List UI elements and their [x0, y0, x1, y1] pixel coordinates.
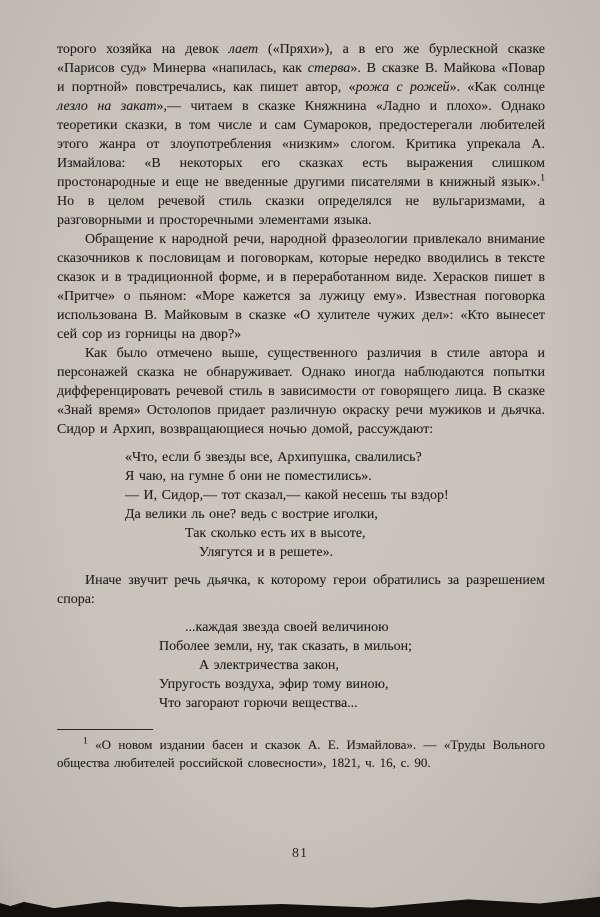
text-segment: Но в целом речевой стиль сказки определялся не вульгаризмами, а разговорными и просторечными элементами языка.: [57, 194, 545, 228]
italic-text-segment: рожа с рожей: [355, 80, 450, 95]
page-text: [57, 40, 545, 772]
footnote-text: [57, 736, 545, 772]
italic-text-segment: лает: [228, 42, 259, 57]
page-number: 81: [292, 846, 308, 861]
text-segment: »,— читаем в сказке Княжнина «Ладно и плохо». Однако теоретики сказки, в том числе и сам Сумароков, предостерегали любителей этого жанра от злоупотребления «низким» слогом. Критика упрекала А. Измайлова: «В некоторых его сказках есть выражения слишком простонародные и еще не введенные другими писателями в книжный язык».: [57, 99, 546, 190]
paragraph: [57, 344, 545, 439]
verse-line: Что загорают горючи вещества...: [159, 696, 358, 711]
verse-block: [57, 618, 545, 713]
text-segment: («Пряхи»), а в его же бурлескной сказке «Парисов суд» Минерва «напилась, как: [57, 42, 545, 76]
verse-line: Поболее земли, ну, так сказать, в мильон;: [159, 639, 413, 654]
verse-line: «Что, если б звезды все, Архипушка, свалились?: [125, 450, 422, 465]
italic-text-segment: стерва: [307, 61, 351, 76]
text-segment: Обращение к народной речи, народной фразеологии привлекало внимание сказочников к пословицам и поговоркам, которые нередко вводились в тексте сказок и в традиционной форме, и в переработанном виде. Херасков пишет в «Притче» о пьяном: «Море кажется за лужицу ему». Известная поговорка использована В. Майковым в сказке «О хулителе чужих дел»: «Кто вынесет сей сор из горницы на двор?»: [57, 232, 545, 342]
paragraph: [57, 571, 545, 609]
footnote-marker: 1: [83, 736, 88, 747]
italic-text-segment: лезло на закат: [57, 99, 157, 114]
verse-line: Я чаю, на гумне б они не поместились».: [125, 469, 372, 484]
verse-line: Улягутся и в решете».: [199, 545, 334, 560]
text-segment: ». В сказке В. Майкова «Повар и портной» повстречались, как пишет автор, «: [57, 61, 546, 95]
paragraph: [57, 230, 545, 344]
paragraph: [57, 40, 545, 230]
text-segment: торого хозяйка на девок: [57, 42, 229, 57]
verse-line: Так сколько есть их в высоте,: [185, 526, 366, 541]
footnote-ref: 1: [540, 173, 545, 184]
text-segment: Иначе звучит речь дьячка, к которому герои обратились за разрешением спора:: [57, 573, 545, 607]
verse-line: Упругость воздуха, эфир тому виною,: [159, 677, 389, 692]
footnote-rule: [57, 729, 153, 730]
verse-line: А электричества закон,: [199, 658, 339, 673]
text-segment: ». «Как солнце: [449, 80, 546, 95]
text-segment: Как было отмечено выше, существенного различия в стиле автора и персонажей сказка не обнаруживает. Однако иногда наблюдаются попытки дифференцировать речевой стиль в зависимости от говорящего лица. В сказке «Знай время» Остолопов придает различную окраску речи мужиков и дьячка. Сидор и Архип, возвращающиеся ночью домой, рассуждают:: [57, 346, 545, 437]
footnote-body-text: «О новом издании басен и сказок А. Е. Измайлова». — «Труды Вольного общества любителей российской словесности», 1821, ч. 16, с. 90.: [57, 737, 545, 770]
footnote: [57, 729, 545, 772]
verse-line: ...каждая звезда своей величиною: [185, 620, 389, 635]
scan-edge-artifact: [0, 891, 600, 917]
verse-line: — И, Сидор,— тот сказал,— какой несешь ты вздор!: [125, 488, 449, 503]
verse-block: [57, 448, 545, 562]
verse-line: Да велики ль оне? ведь с вострие иголки,: [125, 507, 378, 522]
